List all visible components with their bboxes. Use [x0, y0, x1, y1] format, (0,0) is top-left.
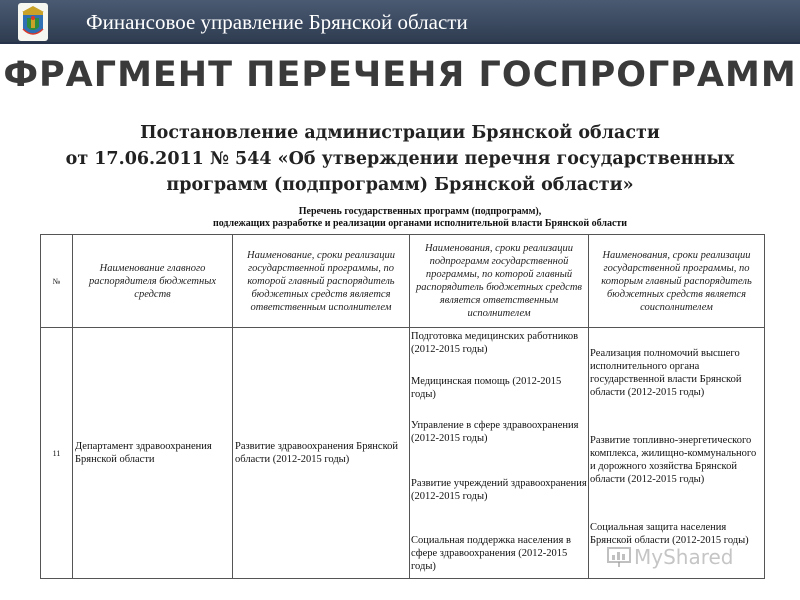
programs-table [40, 234, 765, 579]
list-item: Социальная поддержка населения в сфере здравоохранения (2012-2015 годы) [411, 535, 571, 572]
program-cell [232, 327, 410, 579]
coat-of-arms-icon [18, 3, 48, 41]
distributor-cell [72, 327, 233, 579]
list-item: Медицинская помощь (2012-2015 годы) [411, 376, 562, 400]
header-cell-program: Наименование, сроки реализации государственной программы, по которой главный распорядитель бюджетных средств является ответственным исполнителем [232, 234, 410, 328]
subtitle-line: Постановление администрации Брянской области [140, 123, 660, 143]
program-name: Развитие здравоохранения Брянской области (2012-2015 годы) [235, 441, 399, 465]
watermark-presentation-icon [606, 545, 632, 569]
list-item: Реализация полномочий высшего исполнительного органа государственной власти Брянской области (2012-2015 годы) [590, 348, 742, 398]
header-cell-coexecutor: Наименования, сроки реализации государственной программы, по которым главный распорядитель бюджетных средств является соисполнителем [588, 234, 765, 328]
header-title: Финансовое управление Брянской области [86, 10, 468, 34]
header-cell-subprograms: Наименования, сроки реализации подпрограмм государственной программы, по которой главный распорядитель бюджетных средств является ответственным исполнителем [409, 234, 589, 328]
subtitle-line: программ (подпрограмм) Брянской области» [166, 175, 634, 195]
list-item: Подготовка медицинских работников (2012-2015 годы) [411, 331, 579, 355]
row-number: 11 [52, 448, 61, 458]
subtitle-line: от 17.06.2011 № 544 «Об утверждении перечня государственных [65, 149, 735, 169]
list-item: Развитие топливно-энергетического комплекса, жилищно-коммунального и дорожного хозяйства Брянской области (2012-2015 годы) [590, 435, 757, 485]
row-number-cell [40, 327, 73, 579]
header-bar [0, 0, 800, 44]
header-cell-number: № [40, 234, 73, 328]
document-caption [40, 206, 800, 230]
slide-title: ФРАГМЕНТ ПЕРЕЧЕНЯ ГОСПРОГРАММ [3, 55, 797, 95]
list-item: Развитие учреждений здравоохранения (2012-2015 годы) [411, 478, 587, 502]
header-cell-distributor: Наименование главного распорядителя бюджетных средств [72, 234, 233, 328]
watermark-text: MyShared [634, 545, 734, 569]
caption-line: Перечень государственных программ (подпрограмм), [298, 206, 542, 217]
coexecutor-cell [588, 327, 765, 579]
caption-line: подлежащих разработке и реализации органами исполнительной власти Брянской области [212, 218, 628, 229]
slide-subtitle [40, 120, 760, 198]
subprograms-cell [409, 327, 589, 579]
list-item: Управление в сфере здравоохранения (2012-2015 годы) [411, 420, 579, 444]
distributor-name: Департамент здравоохранения Брянской области [75, 441, 212, 465]
list-item: Социальная защита населения Брянской области (2012-2015 годы) [590, 522, 749, 546]
